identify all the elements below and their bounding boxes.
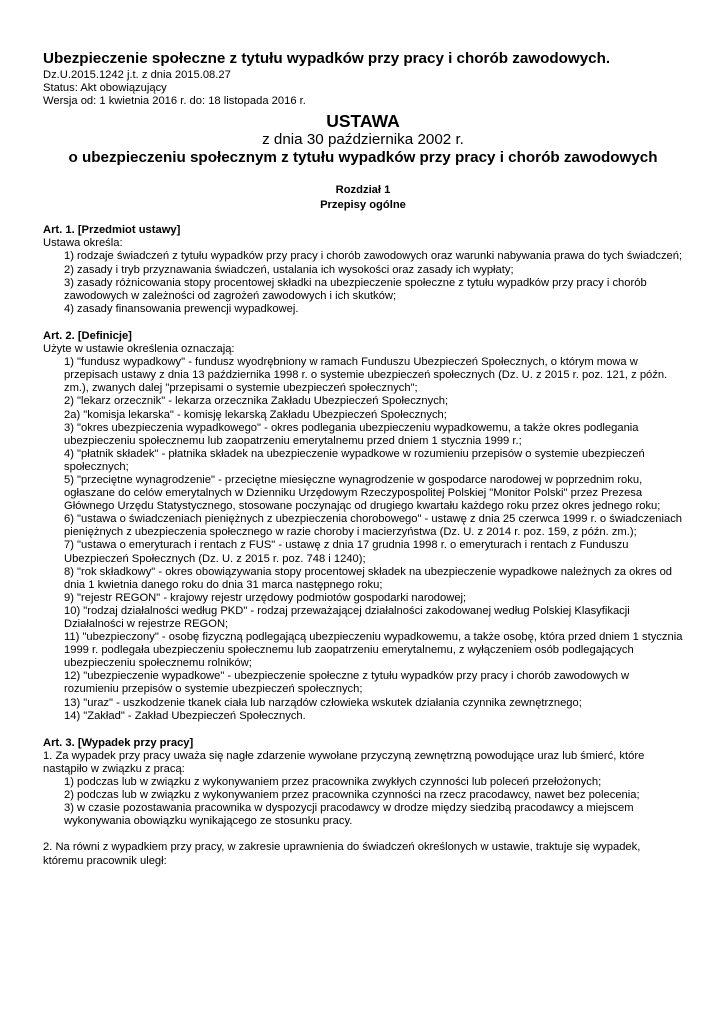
list-item: 2a) "komisja lekarska" - komisję lekarską Zakładu Ubezpieczeń Społecznych; — [64, 408, 447, 421]
list-item: 10) "rodzaj działalności według PKD" - rodzaj przeważającej działalności zakodowanej według Polskiej Klasyfikacji Działalności w rejestrze REGON; — [64, 604, 630, 630]
list-item: 1) rodzaje świadczeń z tytułu wypadków przy pracy i chorób zawodowych oraz warunki nabywania prawa do tych świadczeń; — [64, 250, 683, 263]
list-item: 13) "uraz" - uszkodzenie tkanek ciała lub narządów człowieka wskutek działania czynnika zewnętrznego; — [64, 696, 582, 709]
act-date: z dnia 30 października 2002 r. — [262, 131, 464, 149]
list-item: 2) "lekarz orzecznik" - lekarza orzecznika Zakładu Ubezpieczeń Społecznych; — [64, 395, 449, 408]
act-type: USTAWA — [326, 111, 400, 132]
list-item: 12) "ubezpieczenie wypadkowe" - ubezpieczenie społeczne z tytułu wypadków przy pracy i chorób zawodowych w rozumieniu przepisów o systemie ubezpieczeń społecznych; — [64, 670, 630, 696]
list-item: 6) "ustawa o świadczeniach pieniężnych z ubezpieczenia chorobowego" - ustawę z dnia 25 czerwca 1999 r. o świadczeniach pieniężnych z ubezpieczenia społecznego w razie choroby i macierzyństwa (Dz. U. z 2014 r. poz. 159, z późn. zm.); — [64, 513, 683, 539]
chapter-number: Rozdział 1 — [335, 184, 391, 197]
version-range: Wersja od: 1 kwietnia 2016 r. do: 18 listopada 2016 r. — [43, 95, 306, 108]
article-3-paragraph-2: 2. Na równi z wypadkiem przy pracy, w zakresie uprawnienia do świadczeń określonych w ustawie, traktuje się wypadek, któremu pracownik uległ: — [43, 841, 641, 867]
document-page — [43, 50, 683, 868]
article-1-intro: Ustawa określa: — [43, 237, 123, 250]
list-item: 14) "Zakład" - Zakład Ubezpieczeń Społecznych. — [64, 709, 306, 722]
list-item: 2) podczas lub w związku z wykonywaniem przez pracownika czynności na rzecz pracodawcy, nawet bez polecenia; — [64, 789, 640, 802]
article-2-heading: Art. 2. [Definicje] — [43, 329, 132, 342]
list-item: 5) "przeciętne wynagrodzenie" - przeciętne miesięczne wynagrodzenie w gospodarce narodowej w poprzednim roku, ogłaszane do celów emerytalnych w Dzienniku Urzędowym Rzeczypospolitej Polskiej "Monitor Polski" przez Prezesa Głównego Urzędu Statystycznego, stosowane poczynając od drugiego kwartału każdego roku przez okres jednego roku; — [64, 473, 661, 513]
article-3-heading: Art. 3. [Wypadek przy pracy] — [43, 736, 194, 749]
list-item: 2) zasady i tryb przyznawania świadczeń, ustalania ich wysokości oraz zasady ich wypłaty; — [64, 263, 514, 276]
list-item: 7) "ustawa o emeryturach i rentach z FUS" - ustawę z dnia 17 grudnia 1998 r. o emeryturach i rentach z Funduszu Ubezpieczeń Społecznych (Dz. U. z 2015 r. poz. 748 i 1240); — [64, 539, 629, 565]
article-1-heading: Art. 1. [Przedmiot ustawy] — [43, 224, 181, 237]
chapter-heading — [43, 183, 683, 212]
list-item: 4) "płatnik składek" - płatnika składek na ubezpieczenie wypadkowe w rozumieniu przepisów o systemie ubezpieczeń społecznych; — [64, 447, 645, 473]
list-item: 11) "ubezpieczony" - osobę fizyczną podlegającą ubezpieczeniu wypadkowemu, a także osobę, która przed dniem 1 stycznia 1999 r. podlegała ubezpieczeniu społecznemu lub zaopatrzeniu emerytalnemu, z wyłączeniem osób podlegających ubezpieczeniu społecznemu rolników; — [64, 631, 683, 670]
article-2-intro: Użyte w ustawie określenia oznaczają: — [43, 343, 235, 356]
list-item: 3) zasady różnicowania stopy procentowej składki na ubezpieczenie społeczne z tytułu wypadków przy pracy i chorób zawodowych w zależności od zagrożeń zawodowych i ich skutków; — [64, 276, 647, 302]
chapter-title: Przepisy ogólne — [320, 198, 406, 211]
list-item: 8) "rok składkowy" - okres obowiązywania stopy procentowej składek na ubezpieczenie wypadkowe należnych za okres od dnia 1 kwietnia danego roku do dnia 31 marca następnego roku; — [64, 565, 673, 591]
list-item: 3) "okres ubezpieczenia wypadkowego" - okres podlegania ubezpieczeniu wypadkowemu, a także okres podlegania ubezpieczeniu społecznemu lub zaopatrzeniu emerytalnemu przed dniem 1 stycznia 1999 r.; — [64, 421, 639, 447]
list-item: 9) "rejestr REGON" - krajowy rejestr urzędowy podmiotów gospodarki narodowej; — [64, 591, 467, 604]
legal-status: Status: Akt obowiązujący — [43, 82, 167, 95]
article-3-paragraph-1: 1. Za wypadek przy pracy uważa się nagłe zdarzenie wywołane przyczyną zewnętrzną powodujące uraz lub śmierć, które nastąpiło w związku z pracą: — [43, 749, 645, 775]
list-item: 1) "fundusz wypadkowy" - fundusz wyodrębniony w ramach Funduszu Ubezpieczeń Społecznych, o którym mowa w przepisach ustawy z dnia 13 października 1998 r. o systemie ubezpieczeń społecznych (Dz. U. z 2015 r. poz. 121, z późn. zm.), zwanych dalej "przepisami o systemie ubezpieczeń społecznych"; — [64, 356, 668, 395]
list-item: 4) zasady finansowania prewencji wypadkowej. — [64, 302, 299, 315]
list-item: 1) podczas lub w związku z wykonywaniem przez pracownika zwykłych czynności lub poleceń przełożonych; — [64, 776, 602, 789]
list-item: 3) w czasie pozostawania pracownika w dyspozycji pracodawcy w drodze między siedzibą pracodawcy a miejscem wykonywania obowiązku wynikającego ze stosunku pracy. — [64, 802, 634, 828]
document-title: Ubezpieczenie społeczne z tytułu wypadków przy pracy i chorób zawodowych. — [43, 50, 611, 67]
act-subject: o ubezpieczeniu społecznym z tytułu wypadków przy pracy i chorób zawodowych — [68, 149, 658, 167]
journal-reference: Dz.U.2015.1242 j.t. z dnia 2015.08.27 — [43, 69, 231, 81]
